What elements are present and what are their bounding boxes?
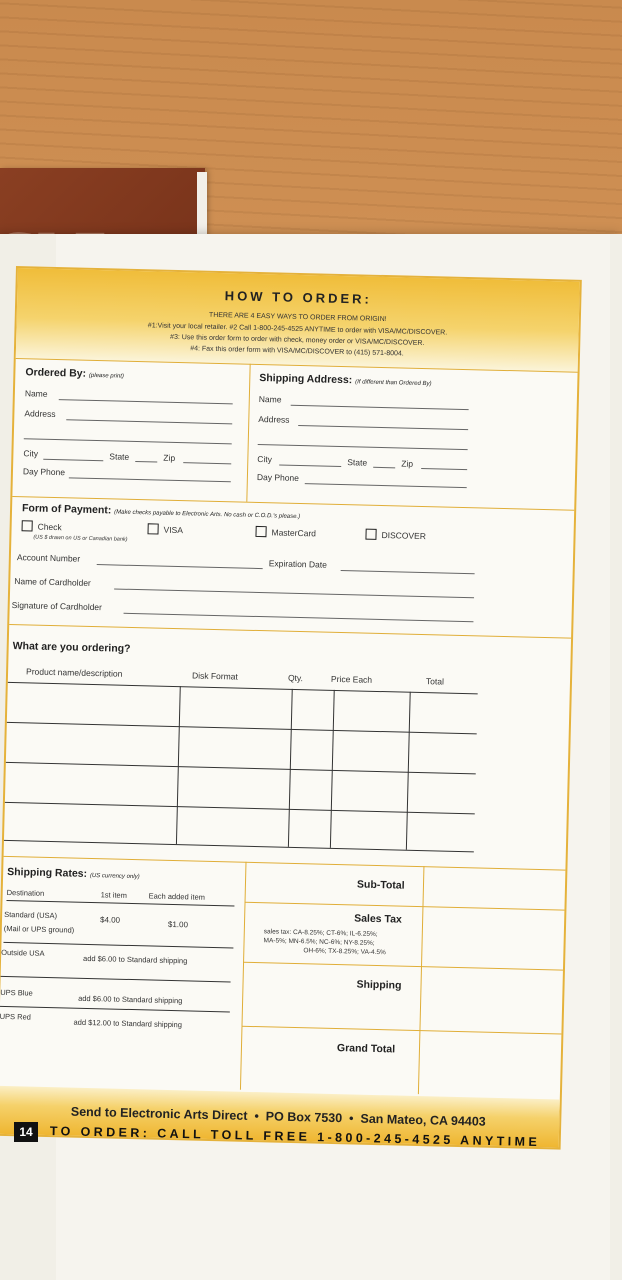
rates-header-destination: Destination	[6, 887, 45, 898]
ordered-by-zip-field[interactable]	[183, 462, 231, 464]
visa-checkbox[interactable]	[147, 523, 158, 534]
instruction-line-2: #1:Visit your local retailer. #2 Call 1-800-245-4525 ANYTIME to order with VISA/MC/DISCOVER.	[147, 322, 448, 337]
payment-note: (Make checks payable to Electronic Arts. No cash or C.O.D.'s please.)	[114, 509, 301, 521]
account-number-label: Account Number	[16, 552, 81, 564]
totals-divider	[245, 902, 565, 911]
shipping-rates-section	[7, 866, 140, 881]
rates-header-each-added: Each added item	[148, 891, 206, 902]
ordered-by-section	[25, 366, 124, 380]
col-price-each: Price Each	[330, 673, 373, 685]
shipping-phone-label: Day Phone	[256, 471, 300, 483]
check-checkbox[interactable]	[22, 520, 33, 531]
col-disk-format: Disk Format	[191, 670, 238, 682]
ordered-by-zip-label: Zip	[163, 452, 176, 463]
sales-tax-label: Sales Tax	[354, 912, 402, 926]
rate-ups-blue: UPS Blue	[0, 987, 33, 998]
ordered-by-address-field[interactable]	[66, 419, 232, 424]
account-number-field[interactable]	[97, 564, 263, 569]
divider-address-columns	[246, 364, 250, 502]
visa-option[interactable]	[147, 523, 183, 535]
instruction-line-3: #3: Use this order form to order with check, money order or VISA/MC/DISCOVER.	[170, 333, 425, 348]
send-to-city: San Mateo, CA 94403	[360, 1111, 486, 1129]
shipping-label: Shipping	[356, 978, 402, 992]
ordered-by-phone-field[interactable]	[69, 477, 231, 482]
shipping-rates-note: (US currency only)	[89, 872, 140, 881]
page-number: 14	[14, 1122, 38, 1142]
rate-standard-first: $4.00	[99, 915, 121, 925]
rates-line	[3, 942, 233, 949]
rate-outside-usa: Outside USA	[1, 947, 45, 958]
how-to-order-header	[16, 268, 580, 372]
shipping-phone-field[interactable]	[305, 483, 467, 488]
shipping-address-section	[259, 372, 431, 388]
rate-outside-usa-value: add $6.00 to Standard shipping	[82, 953, 188, 966]
rate-standard: Standard (USA)	[4, 909, 58, 921]
rate-standard-sub: (Mail or UPS ground)	[3, 923, 75, 935]
subtotal-label: Sub-Total	[356, 878, 405, 892]
order-form	[0, 266, 582, 1150]
mastercard-option[interactable]	[255, 526, 316, 538]
send-to-po-box: PO Box 7530	[265, 1109, 343, 1126]
instruction-line-4: #4: Fax this order form with VISA/MC/DISCOVER to (415) 571-8004.	[190, 345, 404, 358]
shipping-state-label: State	[347, 457, 368, 468]
mastercard-label: MasterCard	[271, 527, 317, 539]
shipping-state-field[interactable]	[373, 467, 395, 469]
col-product-name: Product name/description	[25, 666, 123, 679]
sales-tax-note-1: sales tax: CA-8.25%; CT-6%; IL-6.25%;	[263, 928, 378, 939]
totals-divider	[243, 962, 563, 971]
shipping-address-field-2[interactable]	[258, 444, 468, 450]
discover-option[interactable]	[365, 529, 426, 541]
check-note: (US $ drawn on US or Canadian bank)	[33, 534, 128, 543]
instruction-line-1: THERE ARE 4 EASY WAYS TO ORDER FROM ORIGIN!	[208, 311, 387, 324]
grand-total-label: Grand Total	[336, 1042, 396, 1056]
send-to-company: Send to Electronic Arts Direct	[70, 1104, 248, 1123]
shipping-zip-label: Zip	[401, 458, 414, 469]
ordered-by-address-field-2[interactable]	[24, 438, 232, 444]
send-to-bullet: •	[254, 1109, 259, 1124]
ordered-by-city-label: City	[23, 448, 39, 459]
expiration-date-field[interactable]	[341, 570, 475, 574]
expiration-date-label: Expiration Date	[268, 558, 328, 570]
totals-value-column	[418, 866, 425, 1094]
ordered-by-state-label: State	[109, 451, 130, 462]
signature-field[interactable]	[124, 613, 474, 623]
ordered-by-title: Ordered By:	[25, 366, 87, 380]
ordered-by-address-label: Address	[24, 408, 56, 420]
signature-label: Signature of Cardholder	[11, 599, 103, 613]
divider-rates-totals	[240, 862, 247, 1090]
shipping-rates-title: Shipping Rates:	[7, 865, 88, 880]
totals-divider	[241, 1026, 561, 1035]
ordered-by-name-field[interactable]	[59, 399, 233, 404]
ordered-by-city-field[interactable]	[43, 459, 103, 461]
rate-ups-blue-value: add $6.00 to Standard shipping	[78, 993, 183, 1006]
ordered-by-state-field[interactable]	[135, 461, 157, 463]
table-header-line	[8, 682, 478, 694]
shipping-address-label: Address	[258, 413, 290, 425]
check-option[interactable]	[22, 520, 62, 532]
ordered-by-name-label: Name	[24, 388, 48, 399]
shipping-address-field[interactable]	[298, 425, 468, 430]
check-label: Check	[37, 521, 62, 533]
rate-standard-added: $1.00	[167, 919, 189, 930]
divider-payment	[9, 624, 571, 639]
send-to-bullet-2: •	[348, 1111, 354, 1126]
book-page-edge	[197, 172, 207, 240]
mastercard-checkbox[interactable]	[255, 526, 266, 537]
ordered-by-phone-label: Day Phone	[22, 466, 66, 478]
rate-ups-red-value: add $12.00 to Standard shipping	[73, 1017, 183, 1030]
table-row[interactable]	[7, 722, 477, 734]
shipping-name-field[interactable]	[291, 405, 469, 410]
shipping-name-label: Name	[258, 393, 282, 405]
rates-header-first-item: 1st item	[100, 890, 128, 900]
rates-line	[1, 976, 231, 983]
shipping-city-field[interactable]	[279, 464, 341, 467]
discover-label: DISCOVER	[381, 530, 427, 542]
ordering-title: What are you ordering?	[12, 640, 131, 655]
payment-section	[22, 502, 300, 521]
toll-free-banner: TO ORDER: CALL TOLL FREE 1-800-245-4525 ANYTIME	[49, 1124, 541, 1150]
rates-line	[0, 1006, 230, 1013]
shipping-address-note: (If different than Ordered By)	[355, 379, 432, 388]
payment-title: Form of Payment:	[21, 502, 112, 517]
ordered-by-note: (please print)	[88, 372, 125, 380]
table-row[interactable]	[5, 802, 475, 814]
table-row[interactable]	[4, 840, 474, 852]
col-qty: Qty.	[287, 672, 304, 684]
cardholder-name-field[interactable]	[114, 588, 474, 598]
col-total: Total	[425, 676, 445, 687]
how-to-order-title: HOW TO ORDER:	[224, 288, 373, 307]
table-row[interactable]	[6, 762, 476, 774]
cardholder-name-label: Name of Cardholder	[14, 576, 91, 588]
discover-checkbox[interactable]	[365, 529, 376, 540]
rate-ups-red: UPS Red	[0, 1011, 32, 1022]
shipping-city-label: City	[257, 453, 273, 465]
visa-label: VISA	[163, 524, 184, 536]
sales-tax-note-3: OH-6%; TX-8.25%; VA-4.5%	[303, 947, 386, 957]
sales-tax-note-2: MA-5%; MN-6.5%; NC-6%; NY-8.25%;	[263, 937, 375, 947]
shipping-zip-field[interactable]	[421, 468, 467, 470]
shipping-address-title: Shipping Address:	[259, 371, 353, 387]
